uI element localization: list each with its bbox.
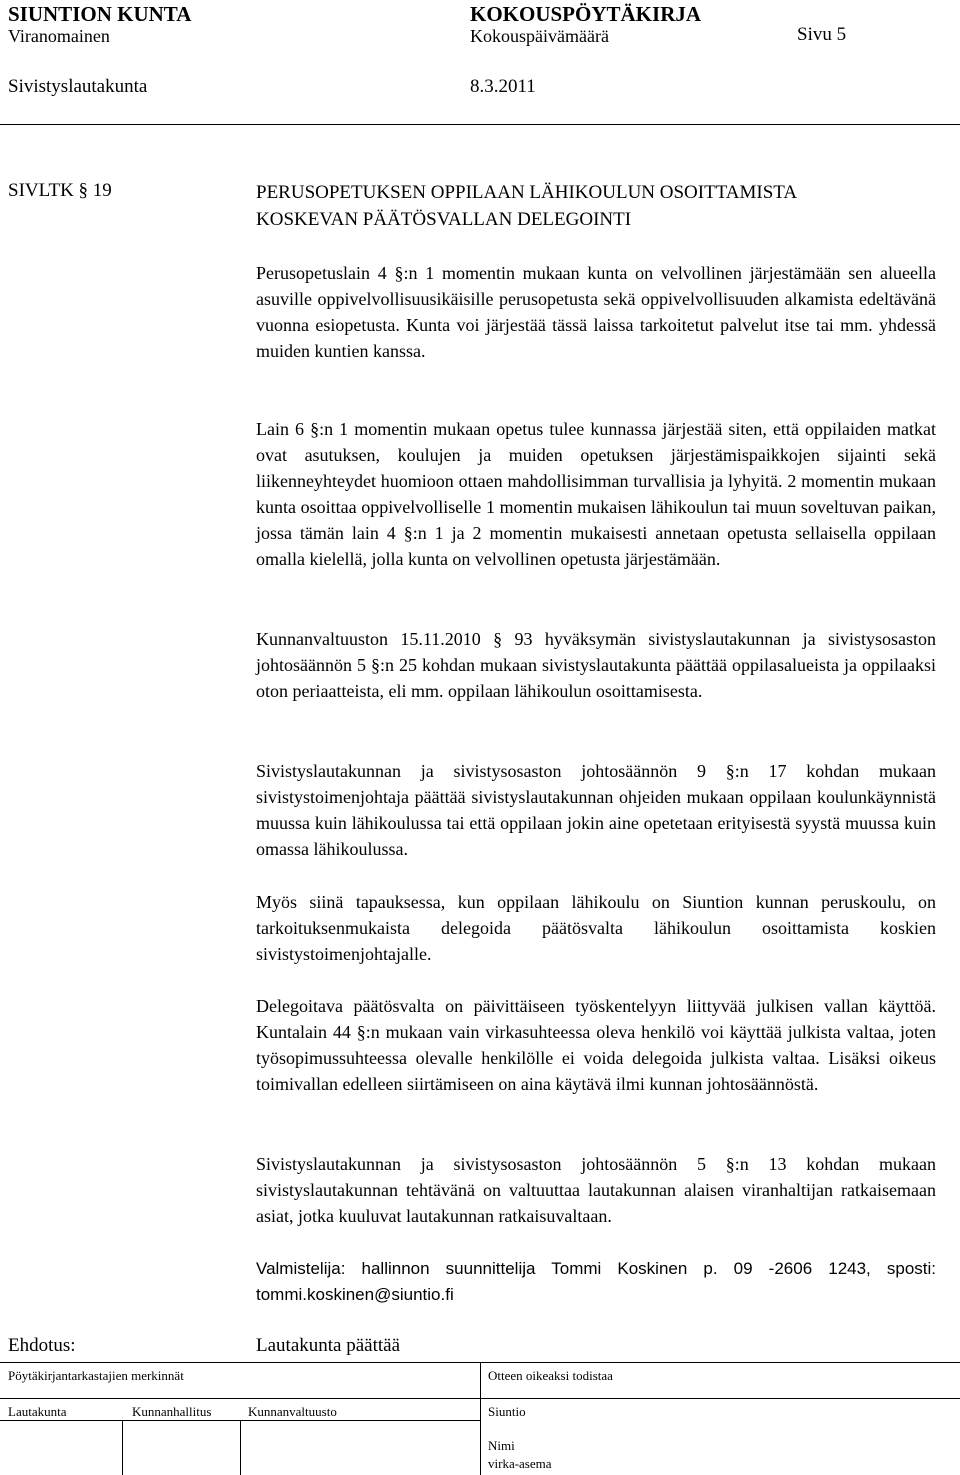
footer-mid-rule [0,1398,960,1399]
municipality-name: SIUNTION KUNTA [8,2,192,26]
body-paragraph-5: Myös siinä tapauksessa, kun oppilaan lähikoulu on Siuntion kunnan peruskoulu, on tarkoituksenmukaista delegoida päätösvalta lähikoulun osoittamista koskien sivistystoimenjohtajalle. [256,892,936,964]
document-type: KOKOUSPÖYTÄKIRJA [470,2,702,26]
authority-label: Viranomainen [8,26,110,46]
certified-label: Otteen oikeaksi todistaa [488,1368,613,1383]
name-label: Nimi [488,1438,515,1453]
body-paragraph-1: Perusopetuslain 4 §:n 1 momentin mukaan kunta on velvollinen järjestämään sen alueella asuville oppivelvollisuusikäisille perusopetusta sekä oppivelvollisuuden alkamista edeltävänä vuonna esiopetusta. Kunta voi järjestää tässä laissa tarkoitetut palvelut itse tai mm. yhdessä muiden kuntien kanssa. [256,263,936,361]
proposal-label: Ehdotus: [8,1335,76,1356]
body-paragraph-2: Lain 6 §:n 1 momentin mukaan opetus tulee kunnassa järjestää siten, että oppilaiden matkat ovat asutuksen, koulujen ja muiden opetuksen järjestämispaikkojen sijainti sekä liikenneyhteydet huomioon ottaen mahdollisimman turvallisia ja lyhyitä. 2 momentin mukaan kunta osoittaa oppivelvolliselle 1 momentin mukaisen lähikoulun tai muun soveltuvan paikan, jossa tämän lain 4 §:n 1 ja 2 momentin mukaisesti annetaan opetusta sellaisella oppilaan omalla kielellä, jolla kunta on velvollinen opetusta järjestämään. [256,419,936,569]
footer-divider-2 [240,1420,241,1475]
meeting-date: 8.3.2011 [470,76,536,97]
header-divider [0,124,960,125]
government-column-label: Kunnanhallitus [132,1404,212,1419]
section-title-line2: KOSKEVAN PÄÄTÖSVALLAN DELEGOINTI [256,209,632,230]
footer-center-divider [480,1362,481,1475]
checkers-label: Pöytäkirjantarkastajien merkinnät [8,1368,184,1383]
footer-column-rule [0,1420,480,1421]
proposal-text: Lautakunta päättää [256,1335,401,1356]
body-paragraph-3: Kunnanvaltuuston 15.11.2010 § 93 hyväksymän sivistyslautakunnan ja sivistysosaston johtosäännön 5 §:n 25 kohdan mukaan sivistyslautakunta päättää oppilasalueista ja oppilaaksi oton periaatteista, eli mm. oppilaan lähikoulun osoittamisesta. [256,629,936,701]
page-number: Sivu 5 [797,24,847,45]
body-paragraph-4: Sivistyslautakunnan ja sivistysosaston johtosäännön 9 §:n 17 kohdan mukaan sivistystoimenjohtaja päättää sivistyslautakunnan ohjeiden mukaan oppilaan koulunkäynnistä muussa kuin lähikoulussa tai että oppilaan jokin aine opetetaan erityisestä syystä muussa kuin omassa lähikoulussa. [256,761,936,859]
body-paragraph-6: Delegoitava päätösvalta on päivittäiseen työskentelyyn liittyvää julkisen vallan käyttöä. Kuntalain 44 §:n mukaan vain virkasuhteessa oleva henkilö voi käyttää julkista valtaa, joten työsopimussuhteessa olevalle henkilölle ei voida delegoida julkista valtaa. Lisäksi oikeus toimivallan edelleen siirtämiseen on aina käytävä ilmi kunnan johtosäännöstä. [256,996,936,1094]
place-label: Siuntio [488,1404,526,1419]
authority-name: Sivistyslautakunta [8,76,148,97]
section-id: SIVLTK § 19 [8,180,112,201]
board-column-label: Lautakunta [8,1404,67,1419]
preparer-note: Valmistelija: hallinnon suunnittelija Tommi Koskinen p. 09 -2606 1243, sposti: tommi.koskinen@siuntio.fi [256,1259,936,1304]
position-label: virka-asema [488,1456,552,1471]
date-label: Kokouspäivämäärä [470,26,609,46]
section-title-line1: PERUSOPETUKSEN OPPILAAN LÄHIKOULUN OSOITTAMISTA [256,182,798,203]
footer-divider-1 [122,1420,123,1475]
council-column-label: Kunnanvaltuusto [248,1404,337,1419]
body-paragraph-7: Sivistyslautakunnan ja sivistysosaston johtosäännön 5 §:n 13 kohdan mukaan sivistyslautakunnan tehtävänä on valtuuttaa lautakunnan alaisen viranhaltijan ratkaisemaan asiat, jotka kuuluvat lautakunnan ratkaisuvaltaan. [256,1154,936,1226]
